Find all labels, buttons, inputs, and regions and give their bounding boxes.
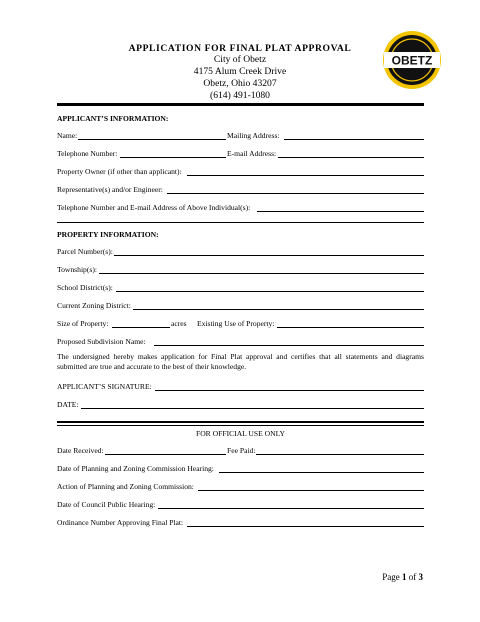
contact-row [57,203,424,213]
email-field[interactable] [278,156,424,158]
date-received-field[interactable] [105,453,226,455]
mailing-address-label: Mailing Address: [227,131,280,140]
official-divider-bottom [57,425,424,426]
subdivision-row [57,337,424,347]
size-row [57,319,424,329]
school-row [57,283,424,293]
township-field[interactable] [99,272,424,274]
applicant-section-heading: APPLICANT’S INFORMATION: [57,114,169,123]
signature-row [57,382,424,392]
township-row [57,265,424,275]
signature-label: APPLICANT’S SIGNATURE: [57,382,152,391]
mailing-address-field[interactable] [284,138,424,140]
section-divider [57,222,424,223]
date-received-label: Date Received: [57,446,104,455]
representative-field[interactable] [167,192,424,194]
ordinance-label: Ordinance Number Approving Final Plat: [57,518,184,527]
school-label: School District(s): [57,283,113,292]
ordinance-field[interactable] [187,525,424,527]
subdivision-field[interactable] [154,344,424,346]
name-field[interactable] [78,138,226,140]
form-header [120,43,360,102]
date-received-row [57,446,424,456]
telephone-row [57,149,424,159]
official-divider-top [57,421,424,423]
contact-field[interactable] [257,210,424,212]
hearing-date-label: Date of Planning and Zoning Commission Hearing: [57,464,214,473]
representative-row [57,185,424,195]
obetz-logo [382,30,442,90]
official-use-heading: FOR OFFICIAL USE ONLY [195,429,286,438]
existing-use-label: Existing Use of Property: [197,319,275,328]
size-label: Size of Property: [57,319,109,328]
contact-label: Telephone Number and E-mail Address of Above Individual(s): [57,203,251,212]
subdivision-label: Proposed Subdivision Name: [57,337,146,346]
hearing-date-row [57,464,424,474]
council-hearing-label: Date of Council Public Hearing: [57,500,156,509]
parcel-row [57,247,424,257]
owner-label: Property Owner (if other than applicant): [57,167,182,176]
name-label: Name: [57,131,78,140]
owner-field[interactable] [187,174,424,176]
telephone-label: Telephone Number: [57,149,118,158]
header-divider [57,103,424,106]
certification-statement: The undersigned hereby makes application for Final Plat approval and certifies that all statements and diagrams submitted are true and accurate to the best of their knowledge. [57,352,424,371]
page-of: of [408,572,417,582]
existing-use-field[interactable] [277,326,424,328]
council-hearing-row [57,500,424,510]
size-field[interactable] [112,326,170,328]
form-title: APPLICATION FOR FINAL PLAT APPROVAL [128,43,352,54]
name-row [57,131,424,141]
date-label: DATE: [57,400,79,409]
council-hearing-field[interactable] [158,507,424,509]
hearing-date-field[interactable] [219,471,424,473]
parcel-field[interactable] [114,254,424,256]
zoning-row [57,301,424,311]
page-prefix: Page [382,572,400,582]
acres-label: acres [171,319,187,328]
city-state-zip: Obetz, Ohio 43207 [203,78,277,89]
ordinance-row [57,518,424,528]
telephone-field[interactable] [120,156,226,158]
property-section-heading: PROPERTY INFORMATION: [57,230,159,239]
signature-field[interactable] [155,389,424,391]
zoning-field[interactable] [133,308,424,310]
commission-action-field[interactable] [198,489,424,491]
zoning-label: Current Zoning District: [57,301,131,310]
total-pages: 3 [418,572,423,582]
owner-row [57,167,424,177]
phone-number: (614) 491-1080 [210,90,270,101]
school-field[interactable] [116,290,424,292]
city-name: City of Obetz [213,54,267,65]
current-page: 1 [402,572,407,582]
fee-paid-field[interactable] [256,453,424,455]
commission-action-row [57,482,424,492]
page-number [382,572,423,582]
email-label: E-mail Address: [227,149,277,158]
logo-text: OBETZ [391,53,433,68]
township-label: Township(s): [57,265,97,274]
date-field[interactable] [81,407,424,409]
fee-paid-label: Fee Paid: [227,446,256,455]
date-row [57,400,424,410]
parcel-label: Parcel Number(s): [57,247,113,256]
commission-action-label: Action of Planning and Zoning Commission: [57,482,194,491]
representative-label: Representative(s) and/or Engineer: [57,185,163,194]
street-address: 4175 Alum Creek Drive [193,66,287,77]
